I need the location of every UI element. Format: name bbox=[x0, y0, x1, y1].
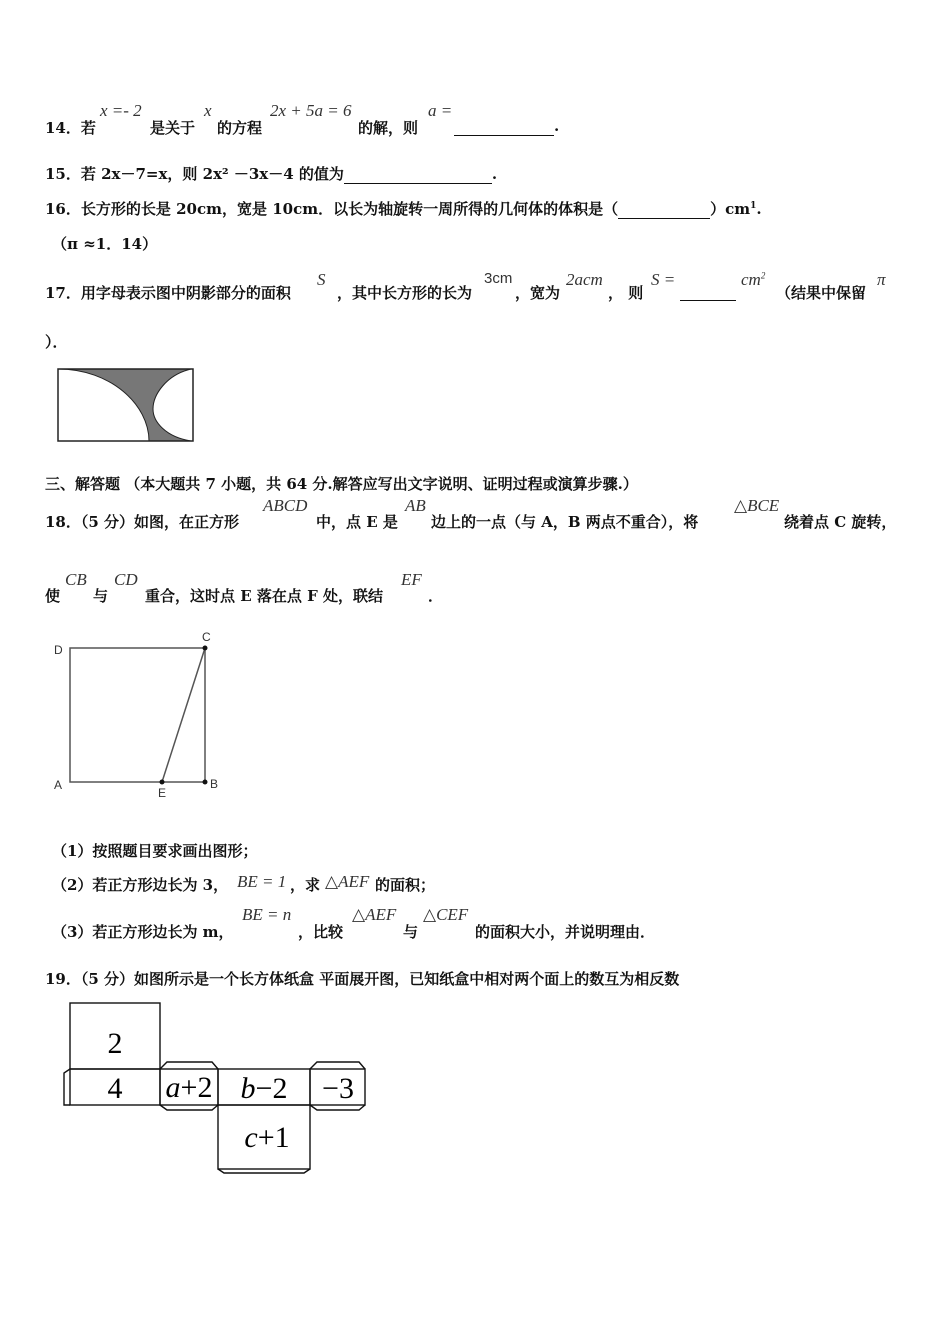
q18-part3-math-cef: △CEF bbox=[423, 905, 469, 924]
net-label-neg-3: −3 bbox=[322, 1072, 354, 1105]
q17-text-5: （结果中保留 bbox=[776, 284, 867, 302]
q14-answer-blank[interactable]: . bbox=[454, 117, 559, 136]
segment-ce bbox=[162, 648, 205, 782]
q18-square-figure bbox=[50, 628, 225, 803]
q18-part2-text-3: 的面积； bbox=[375, 876, 436, 894]
q15-answer-blank[interactable] bbox=[344, 165, 492, 184]
q18-text: 18．（5 分）如图，在正方形 bbox=[45, 513, 240, 531]
q18-part2: （2）若正方形边长为 3， bbox=[52, 876, 229, 894]
q14-text-4: 的解，则 bbox=[358, 119, 419, 137]
q18-part3-text-4: 的面积大小，并说明理由． bbox=[475, 923, 656, 941]
q18-part2-math-be: BE = 1 bbox=[237, 872, 287, 891]
label-e: E bbox=[158, 786, 167, 800]
point-e bbox=[160, 780, 165, 785]
net-label-a-plus-2: a+2 bbox=[165, 1071, 213, 1104]
q18-part2-math-aef: △AEF bbox=[325, 872, 370, 891]
q14-text-2: 是关于 bbox=[150, 119, 196, 137]
q16-text: 16．长方形的长是 20cm，宽是 10cm．以长为轴旋转一周所得的几何体的体积是（ ）$cm^1$. bbox=[45, 200, 762, 218]
label-d: D bbox=[54, 643, 63, 657]
q17-answer-blank[interactable] bbox=[680, 282, 736, 301]
q18-part2-text-2: ，求 bbox=[290, 876, 321, 894]
q18-line2-text-2: 与 bbox=[93, 587, 109, 605]
q14-math-var: x bbox=[204, 101, 212, 120]
q17-math-unit: $cm^2$ bbox=[741, 270, 766, 289]
q18-part3: （3）若正方形边长为 m， bbox=[52, 923, 234, 941]
q18-text-4: 绕着点 C 旋转， bbox=[784, 513, 897, 531]
q18-line2-text-3: 重合，这时点 E 落在点 F 处，联结 bbox=[145, 587, 383, 605]
q14-text: 14．若 bbox=[45, 119, 96, 137]
q19-box-net-figure bbox=[60, 998, 380, 1176]
q18-line2-end: ． bbox=[428, 587, 444, 605]
q14-math-a: a = bbox=[428, 101, 453, 120]
q17-shaded-rectangle-figure bbox=[56, 367, 196, 445]
net-label-b-minus-2: b−2 bbox=[240, 1072, 288, 1105]
net-label-2: 2 bbox=[107, 1027, 123, 1060]
q17-close: ）． bbox=[45, 333, 68, 351]
q17-math-s-eq: S = bbox=[651, 270, 676, 289]
q17-text-2: ，其中长方形的长为 bbox=[337, 284, 473, 302]
q14-text-3: 的方程 bbox=[217, 119, 263, 137]
label-a: A bbox=[54, 778, 63, 792]
q18-math-ef: EF bbox=[401, 570, 422, 589]
q15-text: 15．若 2x－7=x，则 2x² －3x－4 的值为 . bbox=[45, 165, 498, 183]
q17-text: 17．用字母表示图中阴影部分的面积 bbox=[45, 284, 291, 302]
q19-text: 19．（5 分）如图所示是一个长方体纸盒 平面展开图，已知纸盒中相对两个面上的数互为相反数 bbox=[45, 970, 680, 988]
q18-math-abcd: ABCD bbox=[263, 496, 308, 515]
square-abcd bbox=[70, 648, 205, 782]
q18-math-bce: △BCE bbox=[734, 496, 780, 515]
q18-part1: （1）按照题目要求画出图形； bbox=[52, 842, 258, 860]
q16-note: （π ≈1．14） bbox=[52, 235, 158, 253]
q17-text-3: ，宽为 bbox=[515, 284, 561, 302]
net-label-4: 4 bbox=[107, 1072, 123, 1105]
q16-answer-blank[interactable] bbox=[618, 200, 710, 219]
label-c: C bbox=[202, 630, 211, 644]
q17-math-width: 2acm bbox=[566, 270, 603, 289]
q17-text-4: ， 则 bbox=[608, 284, 644, 302]
q18-math-cb: CB bbox=[65, 570, 87, 589]
q17-math-length: 3cm bbox=[484, 270, 513, 287]
q18-part3-text-3: 与 bbox=[403, 923, 419, 941]
q18-text-3: 边上的一点（与 A，B 两点不重合），将 bbox=[431, 513, 699, 531]
section-3-title: 三、解答题 （本大题共 7 小题，共 64 分.解答应写出文字说明、证明过程或演算步骤.） bbox=[45, 475, 638, 493]
q14-math-eq: 2x + 5a = 6 bbox=[270, 101, 352, 120]
q18-line2-text: 使 bbox=[45, 587, 61, 605]
q18-part3-text-2: ，比较 bbox=[298, 923, 344, 941]
q18-part3-math-aef: △AEF bbox=[352, 905, 397, 924]
q17-math-pi: π bbox=[877, 270, 886, 289]
net-label-c-plus-1: c+1 bbox=[244, 1121, 290, 1154]
q18-math-cd: CD bbox=[114, 570, 138, 589]
q18-part3-math-be: BE = n bbox=[242, 905, 292, 924]
shaded-region bbox=[58, 369, 191, 441]
q18-math-ab: AB bbox=[405, 496, 426, 515]
q17-math-s: S bbox=[317, 270, 326, 289]
point-c bbox=[203, 646, 208, 651]
label-b: B bbox=[210, 777, 219, 791]
q18-text-2: 中，点 E 是 bbox=[316, 513, 398, 531]
point-b bbox=[203, 780, 208, 785]
q14-math-x: x =- 2 bbox=[100, 101, 142, 120]
